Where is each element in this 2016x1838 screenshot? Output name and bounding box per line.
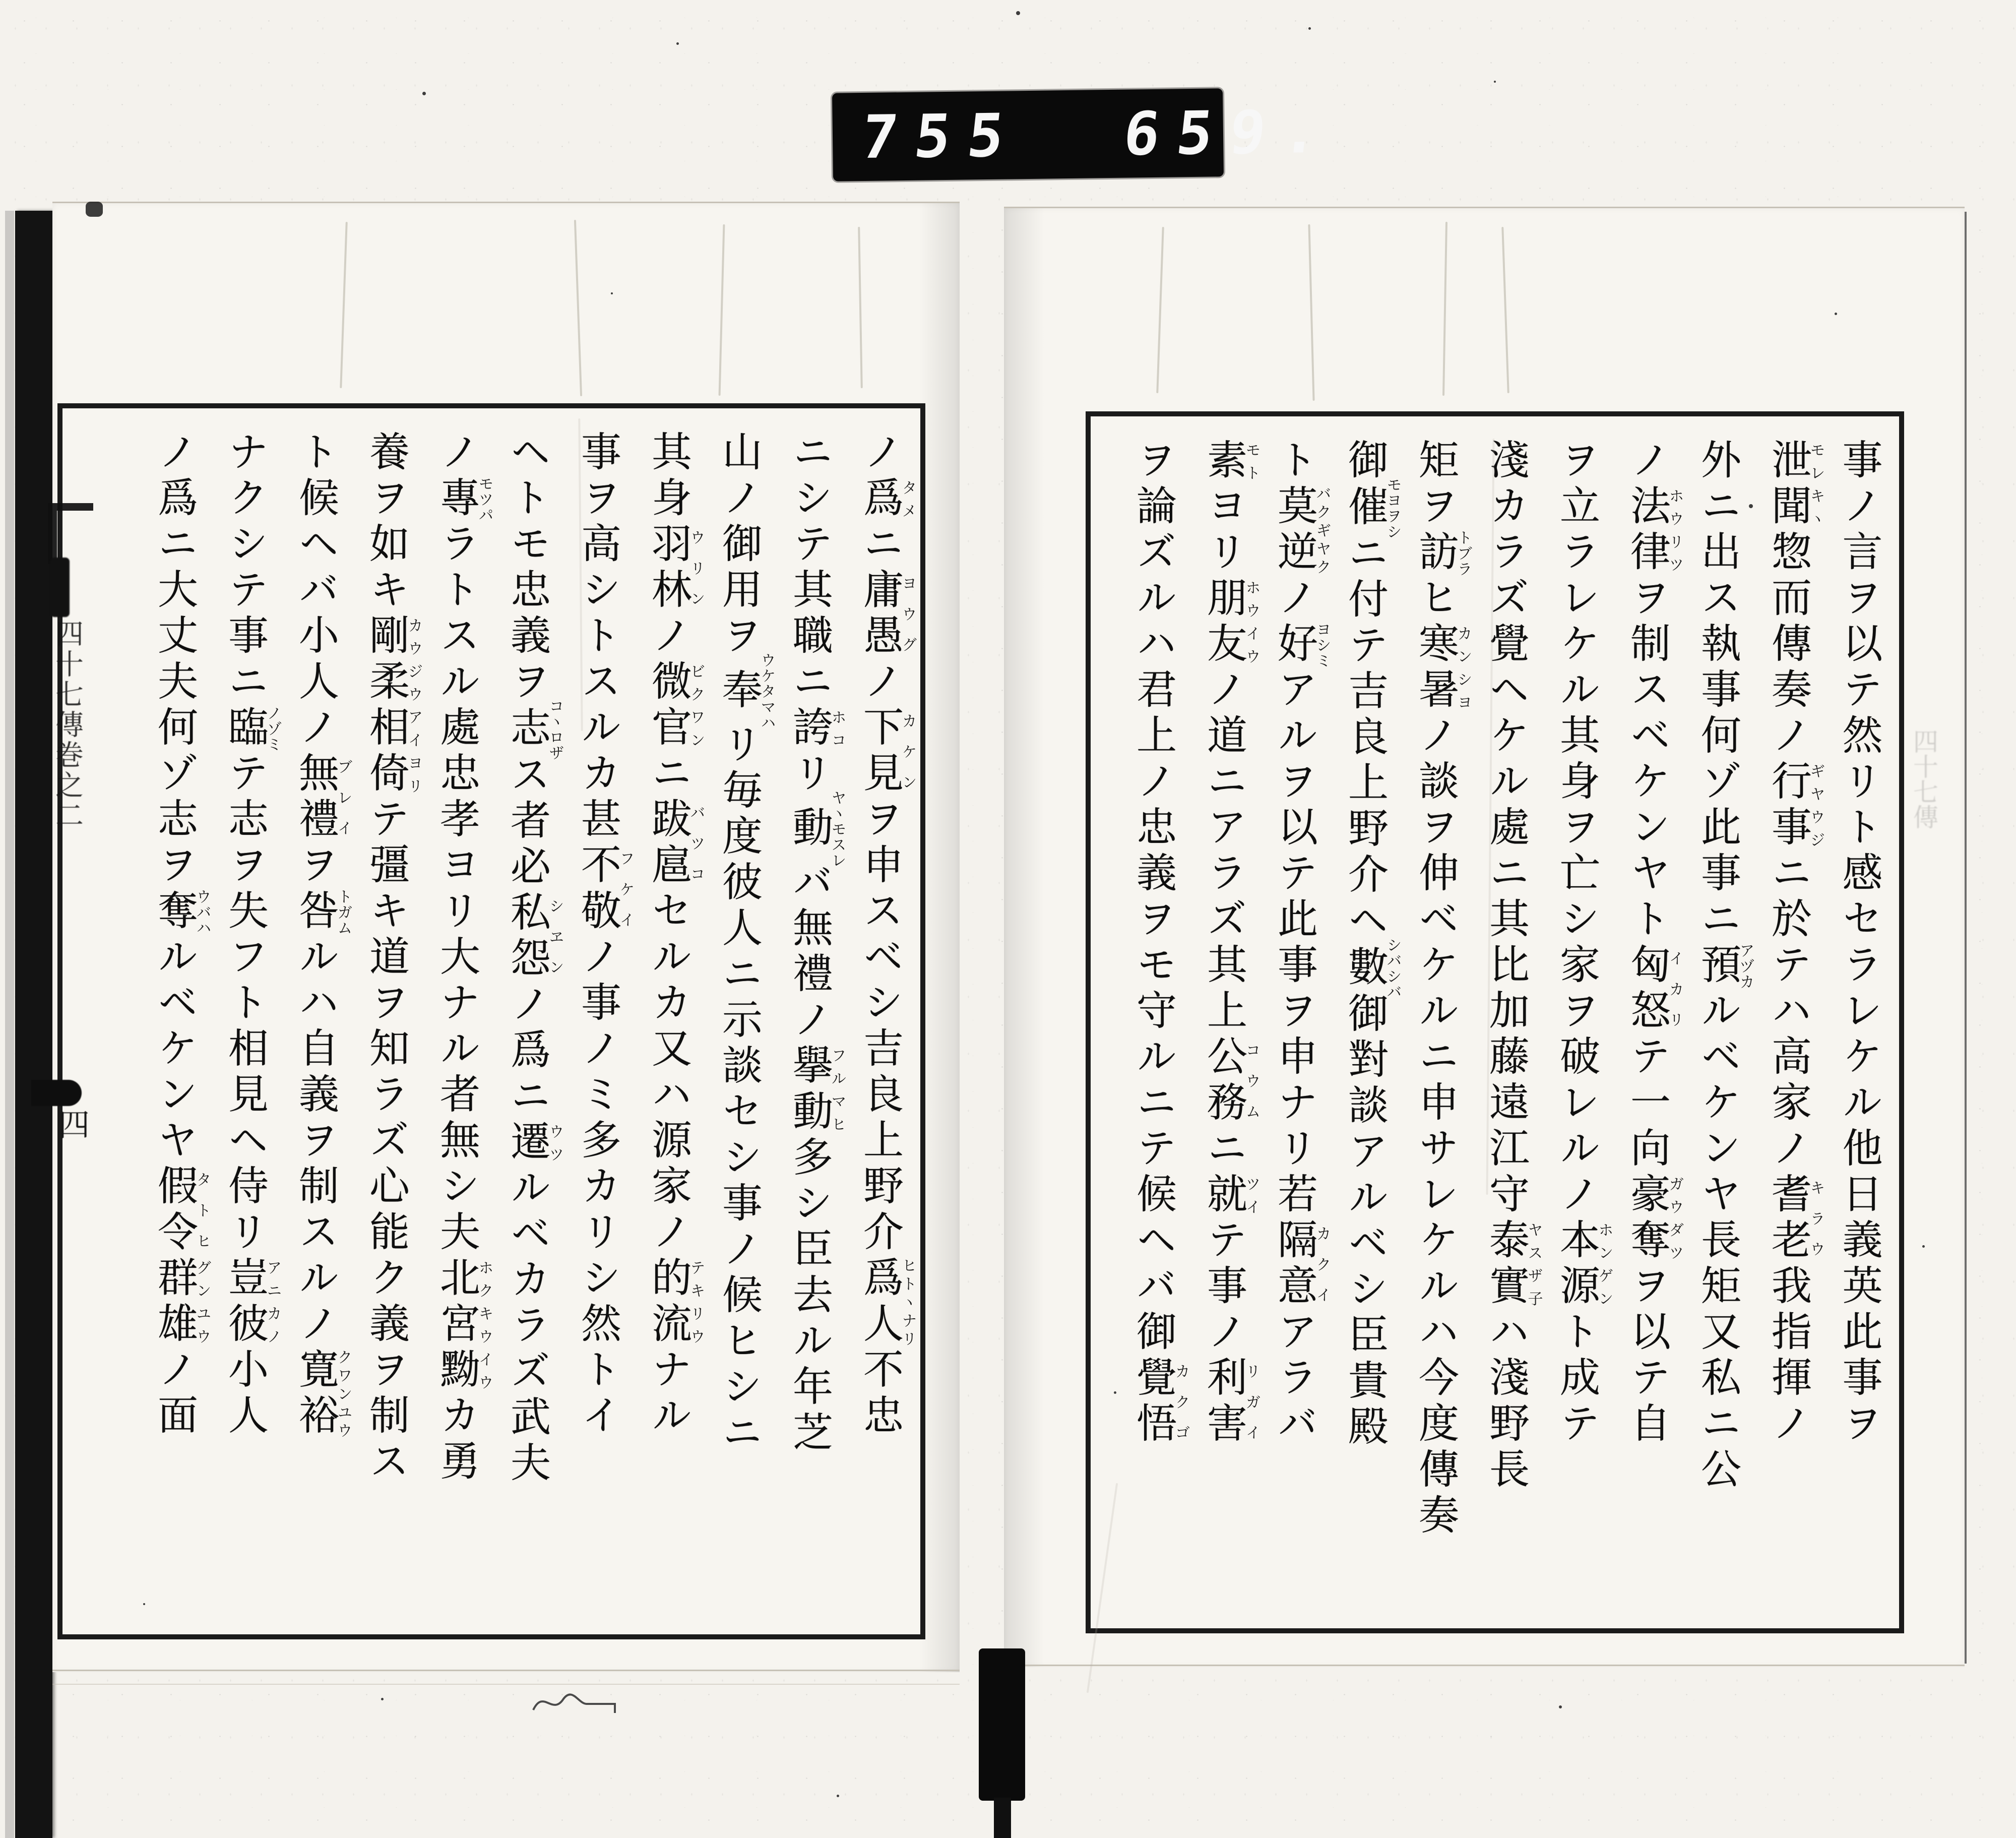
right-edge-hashira-fragment: 四十七傳 [1909,728,1938,829]
text-column: ノ法律ホウリツヲ制スベケンヤト匈怒イカリテ一向豪奪ガウダツヲ以テ自 [1623,439,1684,1448]
dust-speck [1016,11,1020,15]
text-column: 外ニ出ス執事何ゾ此事ニ預アヅカルベケンヤ長矩又私ニ公 [1694,439,1754,1494]
dust-speck [1835,313,1837,315]
dust-speck [1114,1391,1116,1394]
right-leaf-spine-shadow [1004,208,1044,1667]
frame-counter-display [832,88,1340,181]
right-page-columns [1096,421,1894,1623]
dust-speck [143,1603,145,1605]
text-column: 矩ヲ訪トブラヒ寒暑カンシヨノ談ヲ伸ベケルニ申サレケルハ今度傳奏 [1412,439,1472,1540]
text-column: 事ノ言ヲ以テ然リト感セラレケル他日義英此事ヲ [1836,439,1882,1448]
left-leaf-under-edge [52,1684,960,1685]
page-number: 四 [58,1107,90,1143]
counter-left-digits: 755 [858,100,1025,172]
left-leaf-spine-shadow [919,203,960,1672]
right-page-text-frame [1086,411,1904,1633]
text-column: ノ專モツパラトスル處忠孝ヨリ大ナル者無シ夫北宮黝ホクキウイウカ勇 [433,431,493,1486]
handwritten-squiggle [530,1684,631,1729]
left-page-columns [68,413,915,1629]
dust-speck [1308,27,1311,30]
right-leaf-top-edge [1004,207,1965,208]
text-column: ヘトモ忠義ヲ志コヽロザス者必私怨シヱンノ爲ニ遷ウツルベカラズ武夫 [503,431,564,1487]
dust-speck [1494,81,1496,83]
text-column: ト莫逆バクギヤクノ好ヨシミアルヲ以テ此事ヲ申ナリ若隔意カクイアラバ [1271,439,1331,1448]
text-column: ヲ論ズルハ君上ノ忠義ヲモ守ルニテ候ヘバ御覺悟カクゴ [1129,439,1190,1448]
dust-speck [381,1698,384,1700]
gutter-ink-bar [979,1648,1025,1801]
text-column: ノ爲ニ大丈夫何ゾ志ヲ奪ウバハルベケンヤ假令タトヒ群雄グンユウノ面 [151,431,211,1440]
dust-speck [1922,1245,1925,1248]
gutter-ink-stem [994,1798,1011,1838]
left-leaf-bottom-edge [52,1670,960,1671]
scan-edge-band [15,211,52,1838]
hashira-ink-blot [50,558,70,617]
left-page-text-frame [57,403,925,1639]
dust-speck [1559,1705,1562,1708]
dust-speck [676,42,679,45]
text-column: 山ノ御用ヲ奉ウケタマハリ毎度彼人ニ示談セシ事ノ候ヒシニ [715,431,776,1457]
ink-blot [86,202,103,217]
text-column: ト候ヘバ小人ノ無禮ブレイヲ咎トガムルハ自義ヲ制スルノ寛裕クワンユウ [292,431,352,1440]
counter-right-digits: 659. [1120,96,1340,169]
dust-speck [837,1795,839,1797]
text-column: 養ヲ如キ剛柔相倚カウジウアイヨリテ彊キ道ヲ知ラズ心能ク義ヲ制ス [362,431,423,1486]
text-column: ニシテ其職ニ誇ホコリ動ヤヽモスレバ無禮ノ擧動フルマヒ多シ臣去ル年芝 [786,431,846,1457]
hashira-cartouche [48,503,93,564]
text-column: ノ爲タメニ庸愚ヨウグノ下見カケンヲ申スベシ吉良上野介爲人ヒトヽナリ不忠 [856,431,917,1440]
text-column: 泄聞モレキヽ惣而傳奏ノ行事ギヤウジニ於テハ高家ノ耆老キラウ我指揮ノ [1765,439,1825,1448]
dust-speck [422,92,426,95]
text-column: 素モトヨリ朋友ホウイウノ道ニアラズ其上公務コウムニ就ツイテ事ノ利害リガイ [1200,439,1261,1448]
dust-speck [611,292,613,294]
text-column: 淺カラズ覺ヘケル處ニ其比加藤遠江守泰實ヤスザ子ハ淺野長 [1482,439,1543,1494]
dust-speck [1749,504,1753,508]
scan-edge-shadow [5,211,14,1838]
text-column: 御催モヨヲシニ付テ吉良上野介ヘ數シバシバ御對談アルベシ臣貴殿 [1341,439,1402,1451]
hashira-running-title: 四十七傳巻之二 [51,619,84,831]
text-column: ナクシテ事ニ臨ノゾミテ志ヲ失フト相見ヘ侍リ豈アニ彼カノ小人 [221,431,282,1440]
left-leaf-top-edge [52,202,960,203]
right-leaf-bottom-edge [1004,1665,1965,1666]
text-column: 其身羽林ウリンノ微官ビクワンニ跋扈バツコセルカ又ハ源家ノ的流テキリウナル [645,431,705,1440]
text-column: 事ヲ高シトスルカ甚不敬フケイノ事ノミ多カリシ然トイ [574,431,635,1440]
text-column: ヲ立ラレケル其身ヲ亡シ家ヲ破レルノ本源ホンゲント成テ [1553,439,1613,1448]
